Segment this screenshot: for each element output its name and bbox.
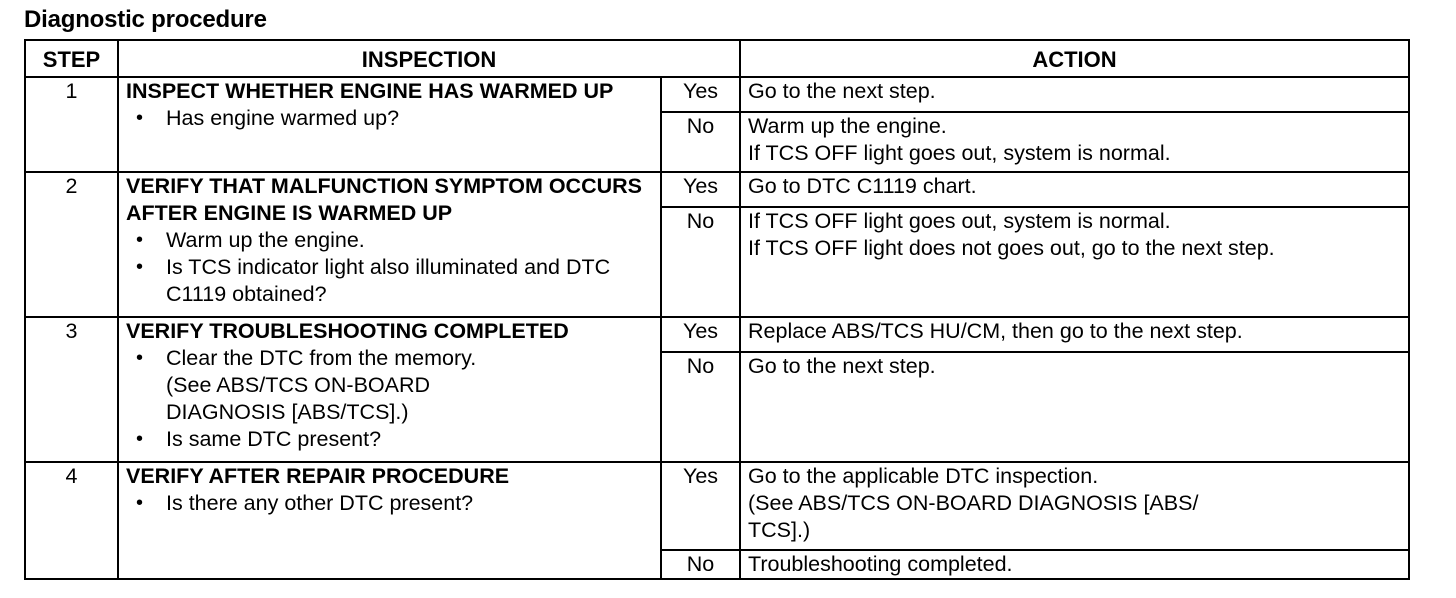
table-row (25, 462, 1409, 550)
no-label: No (661, 550, 740, 579)
step-number: 1 (25, 77, 118, 172)
table-row (25, 77, 1409, 112)
yes-label: Yes (661, 317, 740, 352)
inspection-heading: VERIFY AFTER REPAIR PROCEDURE (126, 464, 510, 488)
yes-label: Yes (661, 77, 740, 112)
bullet-item: • Has engine warmed up? (126, 105, 653, 132)
no-action: Warm up the engine. If TCS OFF light goes out, system is normal. (740, 112, 1409, 172)
no-action: If TCS OFF light goes out, system is normal. If TCS OFF light does not goes out, go to the next step. (740, 207, 1409, 317)
bullet-item: • Warm up the engine. (126, 227, 653, 254)
table-header-row (25, 40, 1409, 77)
table-row (25, 172, 1409, 207)
no-action: Troubleshooting completed. (740, 550, 1409, 579)
header-step: STEP (25, 40, 118, 77)
bullet-item: • Is TCS indicator light also illuminated and DTC C1119 obtained? (126, 254, 653, 308)
table-row (25, 317, 1409, 352)
inspection-bullets (126, 345, 653, 453)
inspection-cell (118, 77, 661, 172)
no-label: No (661, 352, 740, 462)
inspection-cell (118, 462, 661, 579)
bullet-item: • Clear the DTC from the memory. (See ABS/TCS ON-BOARD DIAGNOSIS [ABS/TCS].) (126, 345, 653, 426)
step-number: 4 (25, 462, 118, 579)
inspection-cell (118, 172, 661, 317)
bullet-item: • Is same DTC present? (126, 426, 653, 453)
inspection-bullets (126, 490, 653, 517)
inspection-bullets (126, 105, 653, 132)
step-number: 2 (25, 172, 118, 317)
header-action: ACTION (740, 40, 1409, 77)
diagnostic-table (24, 39, 1410, 580)
inspection-heading: VERIFY TROUBLESHOOTING COMPLETED (126, 319, 569, 343)
no-action: Go to the next step. (740, 352, 1409, 462)
page-title: Diagnostic procedure (24, 6, 267, 33)
step-number: 3 (25, 317, 118, 462)
inspection-cell (118, 317, 661, 462)
yes-label: Yes (661, 462, 740, 550)
header-inspection: INSPECTION (118, 40, 740, 77)
yes-action: Go to DTC C1119 chart. (740, 172, 1409, 207)
inspection-heading: INSPECT WHETHER ENGINE HAS WARMED UP (126, 79, 614, 103)
no-label: No (661, 207, 740, 317)
yes-action: Go to the applicable DTC inspection. (See ABS/TCS ON-BOARD DIAGNOSIS [ABS/ TCS].) (740, 462, 1409, 550)
no-label: No (661, 112, 740, 172)
inspection-bullets (126, 227, 653, 308)
yes-label: Yes (661, 172, 740, 207)
bullet-item: • Is there any other DTC present? (126, 490, 653, 517)
yes-action: Replace ABS/TCS HU/CM, then go to the next step. (740, 317, 1409, 352)
yes-action: Go to the next step. (740, 77, 1409, 112)
inspection-heading: VERIFY THAT MALFUNCTION SYMPTOM OCCURS AFTER ENGINE IS WARMED UP (126, 174, 642, 225)
